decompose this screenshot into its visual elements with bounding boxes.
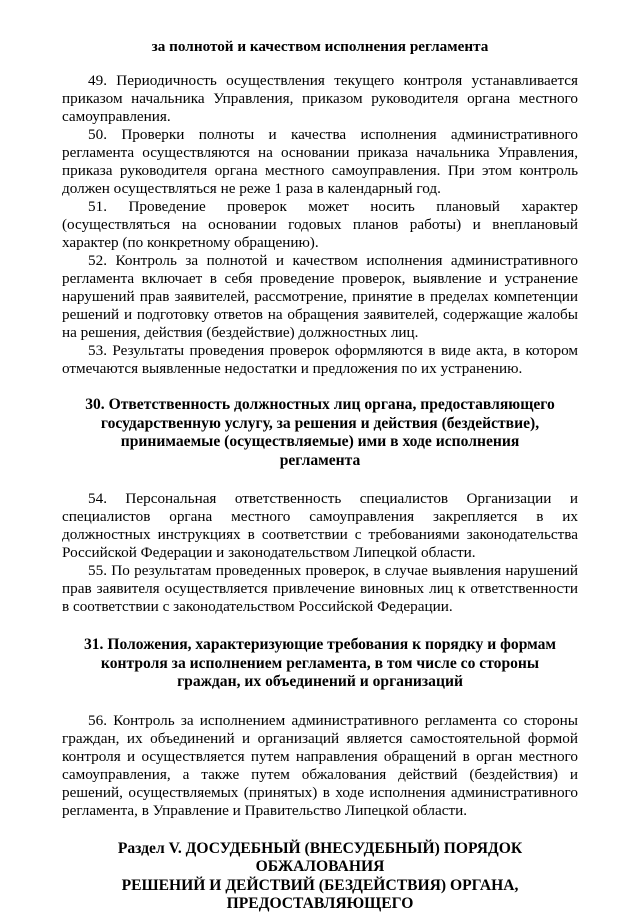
spacer — [62, 56, 578, 72]
paragraph-53: 53. Результаты проведения проверок оформляются в виде акта, в котором отмечаются выявленные недостатки и предложения по их устранению. — [62, 342, 578, 377]
spacer — [62, 616, 578, 636]
paragraph-50: 50. Проверки полноты и качества исполнения административного регламента осуществляются на основании приказа начальника Управления, приказа руководителя органа местного самоуправления. При этом контроль должен осуществляться не реже 1 раза в календарный год. — [62, 126, 578, 197]
spacer — [62, 692, 578, 712]
part-5-title — [62, 840, 578, 914]
section-30-title-line: регламента — [279, 451, 361, 469]
paragraph-56: 56. Контроль за исполнением административного регламента со стороны граждан, их объединений и организаций является самостоятельной формой контроля и осуществляется путем направления обращений в орган местного самоуправления, а также путем обжалования действий (бездействия) и решений, осуществляемых (принятых) в ходе исполнения административного регламента, в Управление и Правительство Липецкой области. — [62, 711, 578, 819]
part-5-title-line: ПРЕДОСТАВЛЯЮЩЕГО — [226, 895, 414, 912]
section-30-title-line: 30. Ответственность должностных лиц органа, предоставляющего — [85, 396, 555, 413]
paragraph-51: 51. Проведение проверок может носить плановый характер (осуществляться на основании годовых планов работы) и внеплановый характер (по конкретному обращению). — [62, 198, 578, 251]
section-30-title — [62, 396, 578, 470]
spacer — [62, 470, 578, 490]
section-31-title-line: контроля за исполнением регламента, в том числе со стороны — [100, 654, 540, 672]
section-30-title-line: принимаемые (осуществляемые) ими в ходе исполнения — [120, 433, 520, 450]
paragraph-54: 54. Персональная ответственность специалистов Организации и специалистов органа местного самоуправления закрепляется в их должностных инструкциях в соответствии с требованиями законодательства Российской Федерации и законодательством Липецкой области. — [62, 490, 578, 561]
spacer — [62, 378, 578, 396]
paragraph-55: 55. По результатам проведенных проверок, в случае выявления нарушений прав заявителя осуществляется привлечение виновных лиц к ответственности в соответствии с законодательством Российской Федерации. — [62, 562, 578, 615]
subsection-heading: за полнотой и качеством исполнения регламента — [151, 38, 489, 55]
spacer — [62, 820, 578, 840]
paragraph-49: 49. Периодичность осуществления текущего контроля устанавливается приказом начальника Управления, приказом руководителя органа местного самоуправления. — [62, 72, 578, 125]
section-30-title-line: государственную услугу, за решения и действия (бездействие), — [100, 414, 540, 432]
part-5-title-line: РЕШЕНИЙ И ДЕЙСТВИЙ (БЕЗДЕЙСТВИЯ) ОРГАНА, — [121, 876, 519, 894]
paragraph-52: 52. Контроль за полнотой и качеством исполнения административного регламента включает в себя проведение проверок, выявление и устранение нарушений прав заявителей, рассмотрение, принятие в пределах компетенции решений и подготовку ответов на обращения заявителей, содержащие жалобы на решения, действия (бездействие) должностных лиц. — [62, 252, 578, 341]
section-31-title-line: 31. Положения, характеризующие требования к порядку и формам — [83, 636, 557, 653]
document-page — [62, 38, 578, 914]
section-31-title — [62, 636, 578, 692]
section-31-title-line: граждан, их объединений и организаций — [177, 673, 463, 690]
part-5-title-line: Раздел V. ДОСУДЕБНЫЙ (ВНЕСУДЕБНЫЙ) ПОРЯДОК ОБЖАЛОВАНИЯ — [117, 839, 523, 875]
